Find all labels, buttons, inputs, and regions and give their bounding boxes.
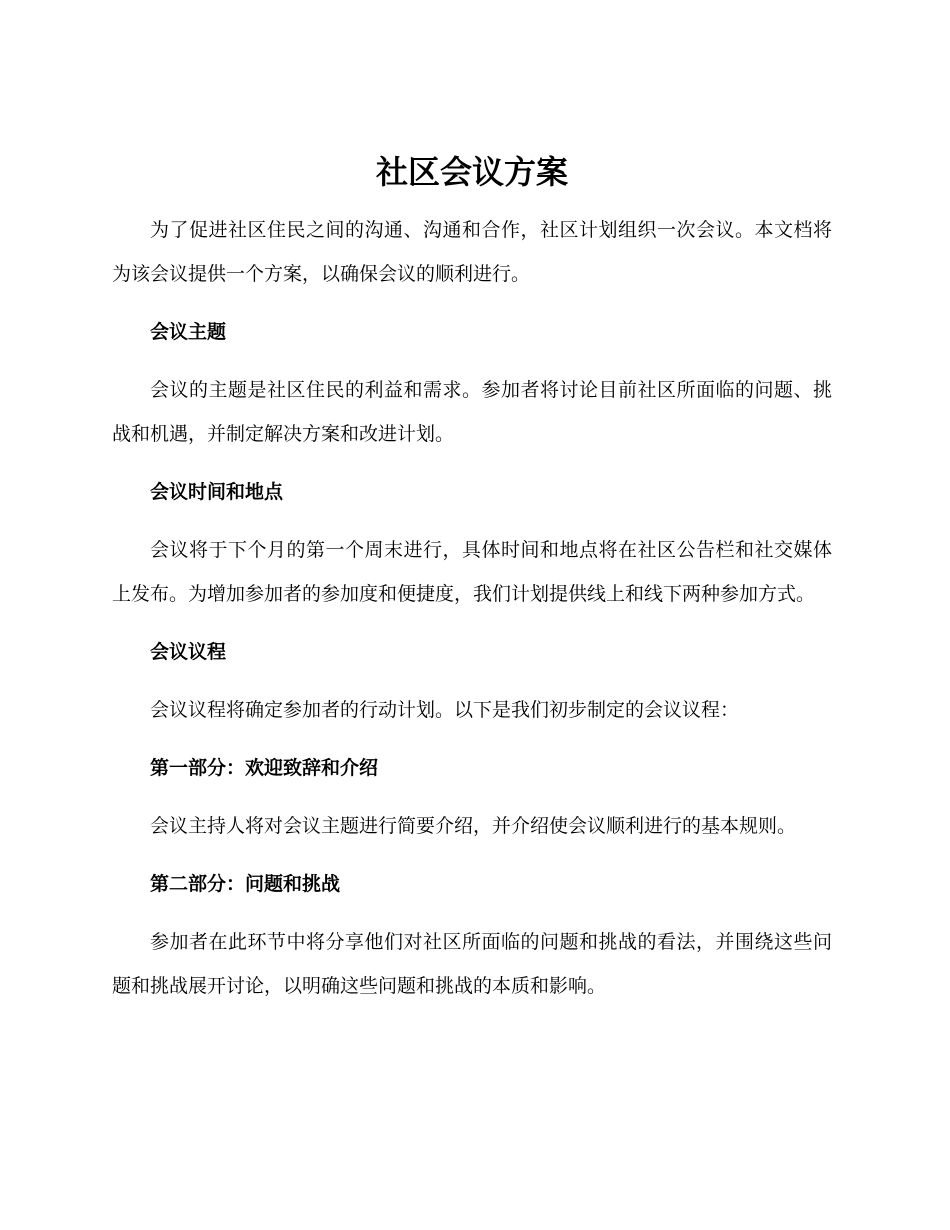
section-body-time-location: 会议将于下个月的第一个周末进行，具体时间和地点将在社区公告栏和社交媒体上发布。为增加参加者的参加度和便捷度，我们计划提供线上和线下两种参加方式。 [112, 539, 832, 605]
section-body-agenda: 会议议程将确定参加者的行动计划。以下是我们初步制定的会议议程： [150, 699, 740, 721]
document-page [112, 140, 832, 1022]
section-heading-part-two: 第二部分：问题和挑战 [150, 873, 341, 895]
section-heading-agenda: 会议议程 [150, 641, 227, 663]
section-heading-time-location: 会议时间和地点 [150, 481, 284, 503]
intro-paragraph: 为了促进社区住民之间的沟通、沟通和合作，社区计划组织一次会议。本文档将为该会议提供一个方案，以确保会议的顺利进行。 [112, 219, 832, 285]
section-heading-part-one: 第一部分：欢迎致辞和介绍 [150, 757, 379, 779]
section-body-part-one: 会议主持人将对会议主题进行简要介绍，并介绍使会议顺利进行的基本规则。 [150, 815, 797, 837]
document-title: 社区会议方案 [375, 153, 568, 191]
section-heading-theme: 会议主题 [150, 321, 227, 343]
section-body-theme: 会议的主题是社区住民的利益和需求。参加者将讨论目前社区所面临的问题、挑战和机遇，并制定解决方案和改进计划。 [112, 379, 832, 445]
section-body-part-two: 参加者在此环节中将分享他们对社区所面临的问题和挑战的看法，并围绕这些问题和挑战展开讨论，以明确这些问题和挑战的本质和影响。 [112, 931, 832, 997]
